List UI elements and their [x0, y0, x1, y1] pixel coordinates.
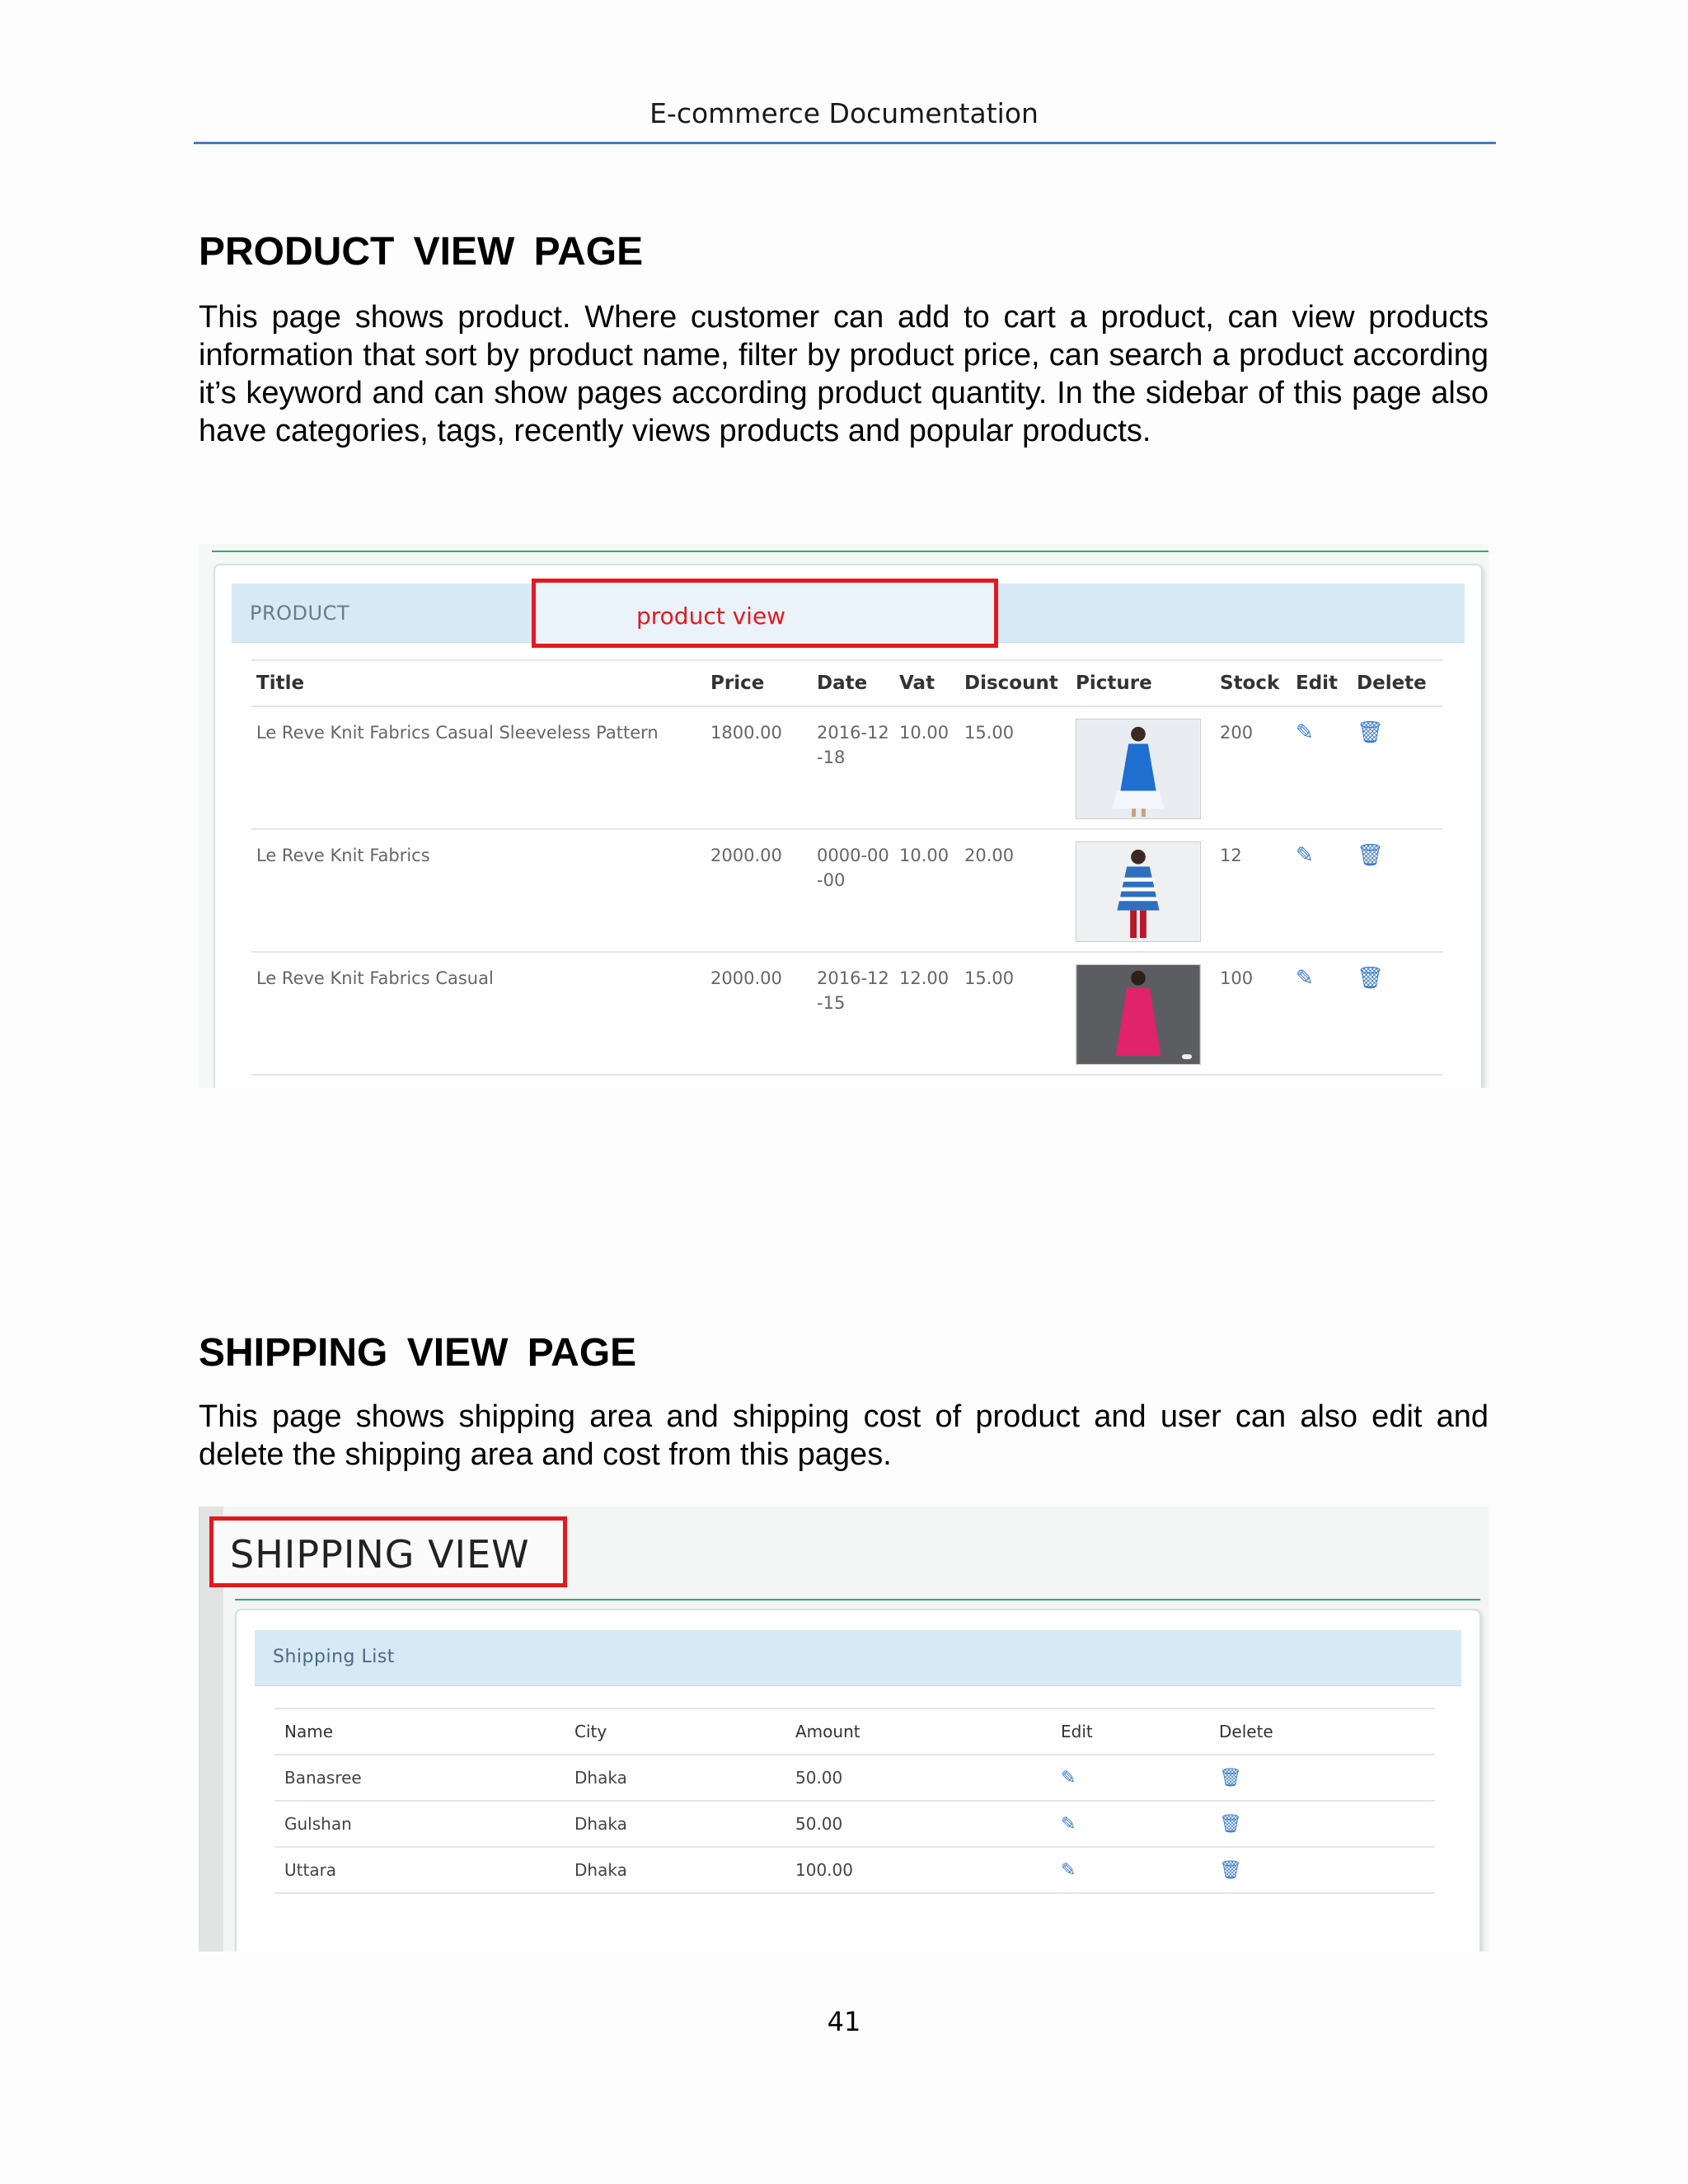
- shipping-city: Dhaka: [565, 1801, 785, 1847]
- product-date: 0000-00-00: [812, 829, 894, 952]
- col-city[interactable]: City: [565, 1708, 785, 1755]
- col-edit: Edit: [1291, 660, 1352, 706]
- table-row: [274, 1755, 1435, 1801]
- edit-icon[interactable]: ✎: [1061, 1813, 1076, 1835]
- col-stock[interactable]: Stock: [1215, 660, 1291, 706]
- product-vat: 12.00: [894, 952, 959, 1075]
- page-number: 41: [827, 2006, 861, 2037]
- table-row: [274, 1801, 1435, 1847]
- product-vat: 10.00: [894, 829, 959, 952]
- product-title: Le Reve Knit Fabrics Casual: [251, 952, 706, 1075]
- table-row: [251, 829, 1443, 952]
- trash-icon[interactable]: 🗑: [1219, 1859, 1242, 1881]
- product-date: 2016-12-18: [812, 706, 894, 829]
- product-thumbnail: [1076, 719, 1201, 819]
- edit-icon[interactable]: ✎: [1296, 720, 1314, 745]
- product-discount: 15.00: [959, 952, 1071, 1075]
- col-amount[interactable]: Amount: [785, 1708, 1051, 1755]
- product-stock: 100: [1215, 952, 1291, 1075]
- product-section-title: PRODUCT VIEW PAGE: [199, 230, 644, 274]
- col-delete: Delete: [1209, 1708, 1435, 1755]
- shipping-section-paragraph: This page shows shipping area and shipping cost of product and user can also edit and delete the shipping area and cost from this pages.: [199, 1399, 1489, 1472]
- shipping-amount: 50.00: [785, 1755, 1051, 1801]
- col-discount[interactable]: Discount: [959, 660, 1071, 706]
- col-price[interactable]: Price: [706, 660, 812, 706]
- col-edit: Edit: [1051, 1708, 1209, 1755]
- running-header: E-commerce Documentation: [649, 97, 1039, 129]
- edit-icon[interactable]: ✎: [1061, 1767, 1076, 1788]
- shipping-city: Dhaka: [565, 1755, 785, 1801]
- shipping-name: Gulshan: [274, 1801, 565, 1847]
- product-picture-cell: [1071, 829, 1215, 952]
- trash-icon[interactable]: 🗑: [1357, 966, 1385, 991]
- trash-icon[interactable]: 🗑: [1357, 843, 1385, 868]
- shipping-table-header: [274, 1708, 1435, 1755]
- edit-icon[interactable]: ✎: [1296, 843, 1314, 868]
- col-name[interactable]: Name: [274, 1708, 565, 1755]
- col-picture: Picture: [1071, 660, 1215, 706]
- shipping-panel-header: [255, 1630, 1461, 1686]
- shipping-view-heading: SHIPPING VIEW: [230, 1532, 530, 1577]
- shipping-table: [274, 1708, 1435, 1894]
- product-picture-cell: [1071, 952, 1215, 1075]
- product-price: 1800.00: [706, 706, 812, 829]
- header-rule: [194, 142, 1496, 144]
- product-price: 2000.00: [706, 829, 812, 952]
- product-view-annotation-box: [532, 579, 998, 648]
- shipping-view-annotation-box: [209, 1516, 567, 1587]
- product-title: Le Reve Knit Fabrics Casual Sleeveless Pattern: [251, 706, 706, 829]
- trash-icon[interactable]: 🗑: [1357, 720, 1385, 745]
- shipping-panel-label: Shipping List: [273, 1647, 395, 1667]
- table-row: [251, 706, 1443, 829]
- trash-icon[interactable]: 🗑: [1219, 1767, 1242, 1788]
- shipping-city: Dhaka: [565, 1847, 785, 1893]
- table-row: [274, 1847, 1435, 1893]
- shipping-amount: 50.00: [785, 1801, 1051, 1847]
- product-table-header: [251, 660, 1443, 706]
- product-view-annotation: product view: [636, 602, 786, 630]
- product-panel-label: PRODUCT: [250, 602, 350, 625]
- panel-top-rule: [212, 551, 1489, 552]
- trash-icon[interactable]: 🗑: [1219, 1813, 1242, 1835]
- shipping-section-title: SHIPPING VIEW PAGE: [199, 1331, 637, 1375]
- product-date: 2016-12-15: [812, 952, 894, 1075]
- product-section-paragraph: This page shows product. Where customer can add to cart a product, can view products information that sort by product name, filter by product price, can search a product according it’s keyword and can show pages according product quantity. In the sidebar of this page also have categories, tags, recently views products and popular products.: [199, 300, 1489, 448]
- product-discount: 20.00: [959, 829, 1071, 952]
- product-discount: 15.00: [959, 706, 1071, 829]
- shipping-list-screenshot: [199, 1507, 1489, 1952]
- product-title: Le Reve Knit Fabrics: [251, 829, 706, 952]
- product-thumbnail: [1076, 841, 1201, 942]
- table-row: [251, 952, 1443, 1075]
- product-stock: 200: [1215, 706, 1291, 829]
- product-price: 2000.00: [706, 952, 812, 1075]
- product-vat: 10.00: [894, 706, 959, 829]
- panel-top-rule: [235, 1599, 1480, 1601]
- product-thumbnail: [1076, 964, 1201, 1065]
- product-stock: 12: [1215, 829, 1291, 952]
- col-title[interactable]: Title: [251, 660, 706, 706]
- col-date[interactable]: Date: [812, 660, 894, 706]
- shipping-name: Banasree: [274, 1755, 565, 1801]
- edit-icon[interactable]: ✎: [1296, 966, 1314, 991]
- product-table: [251, 659, 1443, 1076]
- col-vat[interactable]: Vat: [894, 660, 959, 706]
- col-delete: Delete: [1352, 660, 1443, 706]
- shipping-amount: 100.00: [785, 1847, 1051, 1893]
- product-list-screenshot: [199, 544, 1489, 1088]
- product-picture-cell: [1071, 706, 1215, 829]
- edit-icon[interactable]: ✎: [1061, 1859, 1076, 1881]
- shipping-name: Uttara: [274, 1847, 565, 1893]
